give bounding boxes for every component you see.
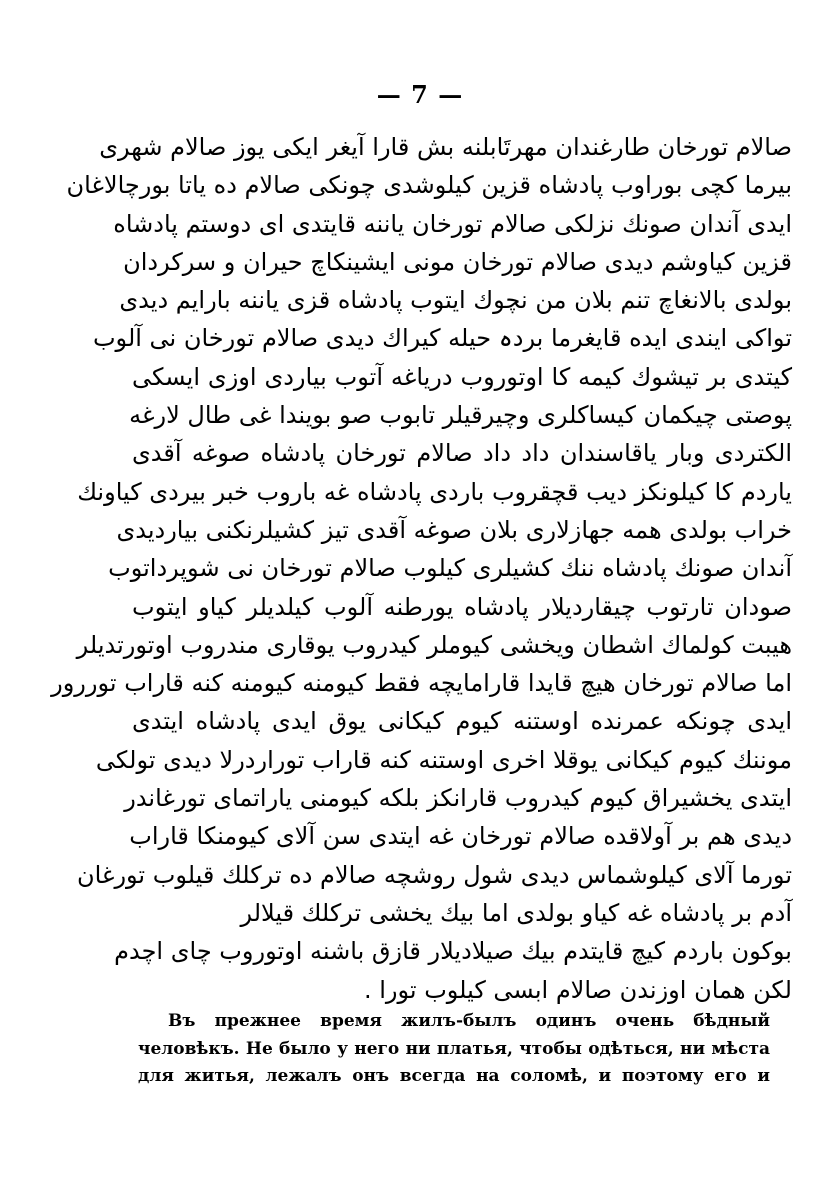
arabic-line: خراب بولدی همه جهازلاری بلان صوغه آقدی تیز کشیلرنکنی بیاردیدی: [116, 515, 792, 544]
russian-text-block: [138, 1008, 770, 1091]
page-number: — 7 —: [376, 80, 464, 109]
arabic-text-block: [51, 128, 792, 1009]
arabic-line: بوکون باردم کیچ قایتدم بیك صیلادیلار قازق باشنه اوتوروب چای اچدم: [114, 937, 792, 966]
arabic-line: ایدی چونکه عمرنده اوستنه کیوم کیکانی یوق ایدی پادشاه ایتدی: [132, 707, 792, 736]
arabic-line: بولدی بالانغاچ تنم بلان من نچوك ایتوب پادشاه قزی یاننه بارایم دیدی: [119, 286, 792, 315]
arabic-line: ایدی آندان صونك نزلکی صالام تورخان یاننه قایتدی ای دوستم پادشاه: [113, 209, 792, 238]
russian-line: для житья, лежалъ онъ всегда на соломѣ, и поэтому его и: [138, 1066, 770, 1086]
arabic-line: آندان صونك پادشاه ننك کشیلری کیلوب صالام تورخان نی شوپرداتوب: [108, 554, 792, 583]
arabic-line: پوصتی چیکمان کیساکلری وچیرقیلر تابوب صو بویندا غی طال لارغه: [129, 401, 792, 430]
arabic-line: یاردم کا کیلونکز دیب قچقروب باردی پادشاه غه باروب خبر بیردی کیاونك: [77, 477, 792, 506]
arabic-line: قزین کیاوشم دیدی صالام تورخان مونی ایشینکاچ حیران و سرکردان: [123, 247, 792, 276]
arabic-line: الکتردی وبار یاقاسندان داد داد صالام تورخان پادشاه صوغه آقدی: [132, 439, 792, 468]
arabic-line: دیدی هم بر آولاقده صالام تورخان غه ایتدی سن آلای کیومنکا قاراب: [129, 822, 792, 851]
arabic-line: موننك کیوم کیکانی یوقلا اخری اوستنه کنه قاراب توراردرلا دیدی تولکی: [95, 745, 792, 774]
arabic-line: بیرما کچی بوراوب پادشاه قزین کیلوشدی چونکی صالام ده یاتا بورچالاغان: [66, 171, 792, 200]
arabic-line: صودان تارتوب چیقاردیلار پادشاه یورطنه آلوب کیلدیلر کیاو ایتوب: [132, 592, 792, 621]
russian-line: человѣкъ. Не было у него ни платья, чтобы одѣться, ни мѣста: [138, 1038, 770, 1059]
arabic-line: تواکی ایندی ایده قایغرما بردہ حیله کیراك دیدی صالام تورخان نی آلوب: [92, 324, 792, 353]
arabic-line: اما صالام تورخان هیچ قایدا قارامایچه فقط کیومنه کیومنه کنه قاراب توررور: [51, 669, 792, 698]
arabic-line: لکن همان اوزندن صالام ابسی کیلوب تورا .: [363, 975, 792, 1004]
arabic-line: کیتدی بر تیشوك کیمه کا اوتوروب دریاغه آتوب بیاردی اوزی ایسکی: [132, 362, 792, 391]
arabic-line: ایتدی یخشیراق کیوم کیدروب قارانکز بلکه کیومنی یاراتمای تورغاندر: [124, 784, 792, 813]
russian-line: Въ прежнее время жилъ-былъ одинъ очень бѣдный: [168, 1011, 770, 1031]
arabic-line: تورما آلای کیلوشماس دیدی شول روشچه صالام ده ترکلك قیلوب تورغان: [76, 860, 792, 889]
arabic-line: آدم بر پادشاه غه کیاو بولدی اما بیك یخشی ترکلك قیلالر: [240, 898, 792, 927]
arabic-line: هیبت کولماك اشطان ویخشی کیوملر کیدروب یوقاری مندروب اوتورتدیلر: [76, 630, 792, 659]
arabic-line: صالام تورخان طارغندان مهرتَابلنه بش قارا آیغر ایکی یوز صالام شهری: [99, 133, 792, 161]
